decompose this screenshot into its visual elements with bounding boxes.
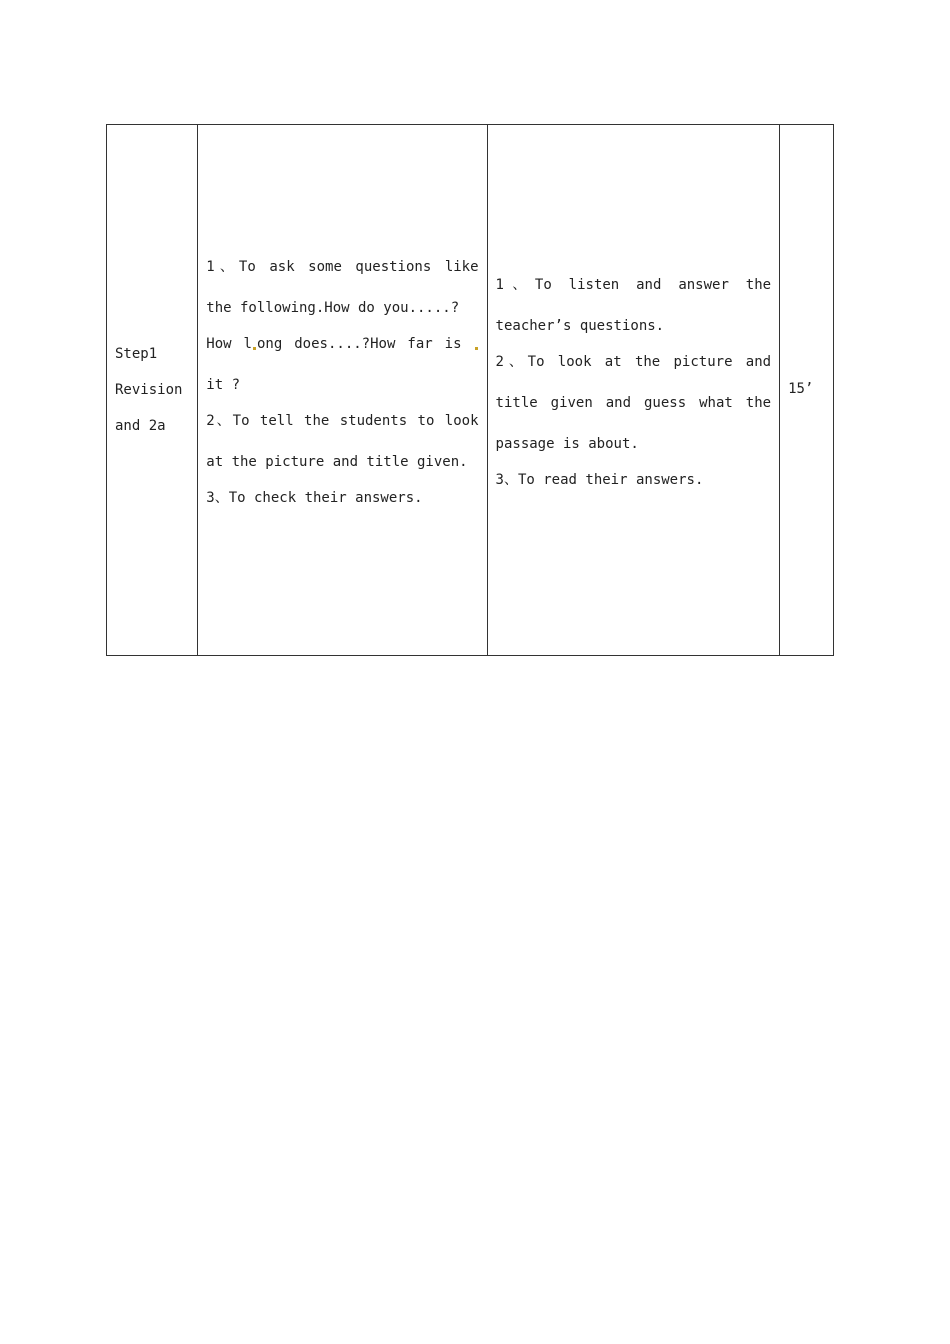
student-line-2: teacher’s questions. (495, 317, 665, 334)
lesson-plan-table (106, 124, 834, 656)
teacher-line-5: 2、To tell the students to look (206, 412, 479, 429)
student-line-1: 1、To listen and answer the (495, 276, 772, 293)
marker-dot (475, 347, 478, 350)
student-line-4: title given and guess what the (495, 394, 772, 411)
teacher-line-3a: How l (206, 335, 252, 352)
student-line-6: 3、To read their answers. (495, 471, 704, 488)
teacher-line-3b: ong does....?How far is (256, 335, 462, 352)
step-cell (107, 125, 198, 656)
step-title: Step1 (115, 346, 158, 362)
student-line-5: passage is about. (495, 435, 639, 452)
teacher-line-3 (206, 334, 478, 375)
step-revision: Revision (115, 382, 183, 398)
teacher-line-2: the following.How do you.....? (206, 299, 460, 316)
teacher-line-1: 1、To ask some questions like (206, 258, 479, 275)
teacher-line-7: 3、To check their answers. (206, 489, 423, 506)
teacher-activity-cell (198, 125, 487, 656)
marker-dot (253, 347, 256, 350)
student-activity-cell (487, 125, 780, 656)
time-cell (780, 125, 834, 656)
step-and-2a: and 2a (115, 418, 166, 434)
teacher-line-6: at the picture and title given. (206, 453, 468, 470)
teacher-line-4: it ? (206, 376, 240, 393)
table-row (107, 125, 834, 656)
time-value: 15’ (788, 381, 814, 397)
student-line-3: 2、To look at the picture and (495, 353, 772, 370)
